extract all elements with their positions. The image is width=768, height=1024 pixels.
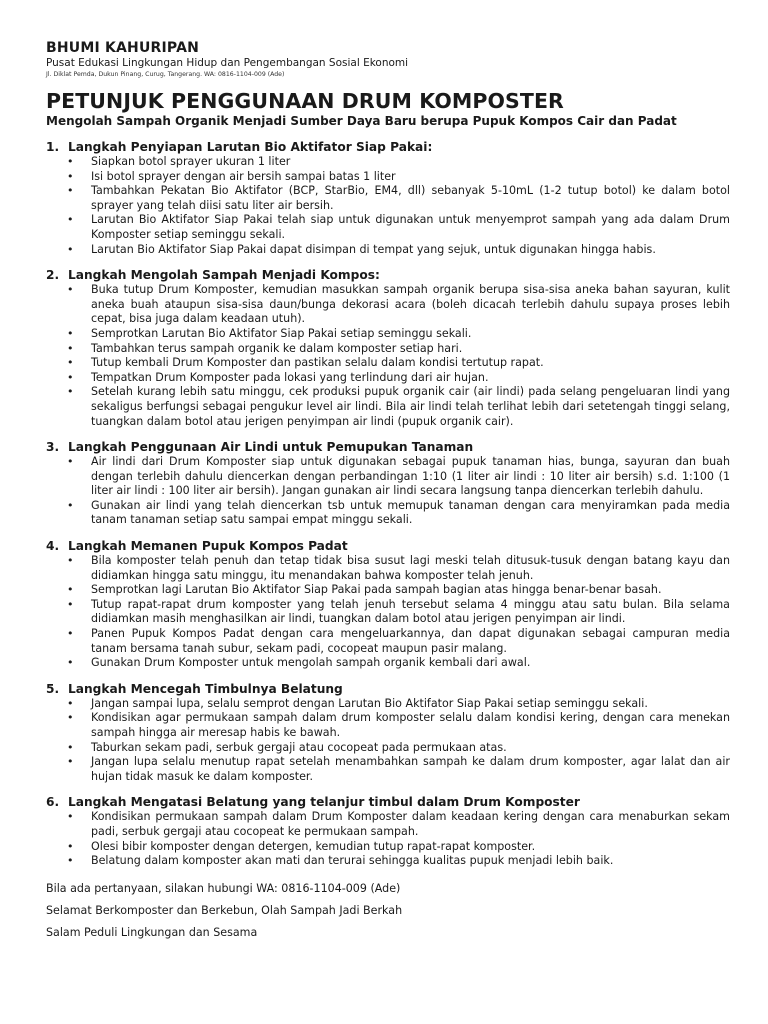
list-item bbox=[63, 554, 730, 583]
list-item-text: Tambahkan terus sampah organik ke dalam komposter setiap hari. bbox=[91, 341, 463, 355]
org-name: BHUMI KAHURIPAN bbox=[46, 40, 200, 56]
list-item-text: Bila komposter telah penuh dan tetap tidak bisa susut lagi meski telah ditusuk-tusuk dengan batang kayu dan didiamkan hingga satu minggu, itu menandakan bahwa komposter telah jenuh. bbox=[91, 554, 730, 582]
bullet-icon: • bbox=[67, 583, 74, 597]
list-item-text: Isi botol sprayer dengan air bersih sampai batas 1 liter bbox=[91, 169, 396, 183]
list-item-text: Tambahkan Pekatan Bio Aktifator (BCP, StarBio, EM4, dll) sebanyak 5-10mL (1-2 tutup botol) ke dalam botol sprayer yang telah diisi satu liter air bersih. bbox=[91, 184, 730, 212]
document-subtitle: Mengolah Sampah Organik Menjadi Sumber Daya Baru berupa Pupuk Kompos Cair dan Padat bbox=[46, 114, 677, 128]
list-item-text: Buka tutup Drum Komposter, kemudian masukkan sampah organik berupa sisa-sisa aneka bahan sayuran, kulit aneka buah ataupun sisa-sisa daun/bunga dekorasi acara (boleh dicacah terlebih dahulu supaya proses lebih cepat, bisa juga dalam keadaan utuh). bbox=[91, 283, 730, 326]
list-item bbox=[63, 155, 730, 170]
list-item bbox=[63, 499, 730, 528]
list-item-text: Gunakan air lindi yang telah diencerkan tsb untuk memupuk tanaman dengan cara menyiramkan pada media tanam tanaman setiap satu sampai empat minggu sekali. bbox=[91, 498, 730, 527]
list-item-text: Kondisikan permukaan sampah dalam Drum Komposter dalam keadaan kering dengan cara menaburkan sekam padi, serbuk gergaji atau cocopeat ke permukaan sampah. bbox=[91, 810, 730, 838]
section-heading bbox=[46, 682, 730, 697]
list-item bbox=[63, 854, 730, 869]
list-item-text: Tempatkan Drum Komposter pada lokasi yang terlindung dari air hujan. bbox=[91, 370, 489, 384]
list-item bbox=[63, 371, 730, 386]
bullet-icon: • bbox=[67, 242, 74, 256]
list-item-text: Gunakan Drum Komposter untuk mengolah sampah organik kembali dari awal. bbox=[91, 656, 531, 670]
document-title: PETUNJUK PENGGUNAAN DRUM KOMPOSTER bbox=[46, 89, 564, 113]
bullet-icon: • bbox=[67, 184, 74, 198]
instruction-sections bbox=[46, 140, 730, 869]
section-heading bbox=[46, 539, 730, 554]
list-item bbox=[63, 711, 730, 740]
section-heading-text: Langkah Mengolah Sampah Menjadi Kompos: bbox=[68, 268, 380, 283]
list-item-text: Jangan lupa selalu menutup rapat setelah menambahkan sampah ke dalam drum komposter, agar lalat dan air hujan tidak masuk ke dalam komposter. bbox=[91, 755, 730, 783]
bullet-icon: • bbox=[67, 385, 74, 399]
bullet-icon: • bbox=[67, 810, 74, 824]
bullet-list bbox=[46, 697, 730, 785]
section-number: 6. bbox=[46, 795, 60, 810]
bullet-icon: • bbox=[67, 627, 74, 641]
bullet-icon: • bbox=[67, 554, 74, 568]
list-item bbox=[63, 455, 730, 499]
bullet-icon: • bbox=[67, 213, 74, 227]
bullet-icon: • bbox=[67, 839, 74, 853]
bullet-icon: • bbox=[67, 696, 74, 710]
list-item bbox=[63, 327, 730, 342]
bullet-icon: • bbox=[67, 341, 74, 355]
list-item-text: Setelah kurang lebih satu minggu, cek produksi pupuk organik cair (air lindi) pada selang pengeluaran lindi yang sekaligus berfungsi sebagai pengukur level air lindi. Bila air lindi telah terlihat lebih dari setetengah tinggi selang, tuangkan dalam botol atau jerigen penyimpan air lindi (pupuk organik cair). bbox=[91, 385, 730, 428]
list-item bbox=[63, 810, 730, 839]
bullet-icon: • bbox=[67, 455, 74, 469]
list-item bbox=[63, 741, 730, 756]
org-address: Jl. Diklat Pemda, Dukun Pinang, Curug, Tangerang. WA: 0816-1104-009 (Ade) bbox=[46, 71, 285, 78]
list-item bbox=[63, 656, 730, 671]
section-heading bbox=[46, 140, 730, 155]
closing-block bbox=[46, 882, 730, 940]
bullet-icon: • bbox=[67, 597, 74, 611]
section-number: 1. bbox=[46, 140, 60, 154]
section-heading-text: Langkah Memanen Pupuk Kompos Padat bbox=[68, 539, 348, 554]
list-item bbox=[63, 627, 730, 656]
bullet-icon: • bbox=[67, 155, 74, 168]
contact-line: Bila ada pertanyaan, silakan hubungi WA: 0816-1104-009 (Ade) bbox=[46, 881, 401, 895]
section-number: 5. bbox=[46, 681, 60, 696]
section-heading-text: Langkah Mencegah Timbulnya Belatung bbox=[68, 681, 343, 696]
list-item bbox=[63, 583, 730, 598]
bullet-icon: • bbox=[67, 283, 74, 297]
salutation-line: Salam Peduli Lingkungan dan Sesama bbox=[46, 925, 258, 939]
list-item bbox=[63, 385, 730, 429]
list-item bbox=[63, 755, 730, 784]
list-item-text: Olesi bibir komposter dengan detergen, kemudian tutup rapat-rapat komposter. bbox=[91, 839, 536, 853]
list-item bbox=[63, 342, 730, 357]
section-5 bbox=[46, 682, 730, 785]
bullet-icon: • bbox=[67, 169, 74, 183]
org-subtitle: Pusat Edukasi Lingkungan Hidup dan Pengembangan Sosial Ekonomi bbox=[46, 57, 409, 69]
list-item-text: Kondisikan agar permukaan sampah dalam drum komposter selalu dalam kondisi kering, dengan cara menekan sampah hingga air meresap habis ke bawah. bbox=[91, 711, 730, 739]
bullet-list bbox=[46, 810, 730, 868]
list-item bbox=[63, 840, 730, 855]
section-heading-text: Langkah Penyiapan Larutan Bio Aktifator Siap Pakai: bbox=[68, 140, 433, 154]
section-heading bbox=[46, 440, 730, 455]
list-item bbox=[63, 170, 730, 185]
bullet-list bbox=[46, 554, 730, 671]
section-6 bbox=[46, 795, 730, 868]
bullet-list bbox=[46, 283, 730, 429]
section-1 bbox=[46, 140, 730, 257]
list-item bbox=[63, 697, 730, 712]
section-heading bbox=[46, 795, 730, 810]
bullet-icon: • bbox=[67, 740, 74, 754]
section-heading bbox=[46, 268, 730, 283]
list-item-text: Tutup kembali Drum Komposter dan pastikan selalu dalam kondisi tertutup rapat. bbox=[91, 356, 544, 370]
section-number: 3. bbox=[46, 440, 60, 455]
list-item bbox=[63, 243, 730, 258]
section-heading-text: Langkah Penggunaan Air Lindi untuk Pemupukan Tanaman bbox=[68, 440, 474, 455]
list-item-text: Semprotkan Larutan Bio Aktifator Siap Pakai setiap seminggu sekali. bbox=[91, 326, 472, 340]
bullet-icon: • bbox=[67, 656, 74, 670]
section-number: 4. bbox=[46, 539, 60, 554]
bullet-icon: • bbox=[67, 755, 74, 769]
list-item bbox=[63, 184, 730, 213]
list-item bbox=[63, 356, 730, 371]
bullet-icon: • bbox=[67, 498, 74, 512]
list-item-text: Jangan sampai lupa, selalu semprot dengan Larutan Bio Aktifator Siap Pakai setiap seminggu sekali. bbox=[91, 696, 648, 710]
list-item-text: Larutan Bio Aktifator Siap Pakai dapat disimpan di tempat yang sejuk, untuk digunakan hingga habis. bbox=[91, 242, 656, 256]
list-item-text: Siapkan botol sprayer ukuran 1 liter bbox=[91, 155, 291, 168]
list-item bbox=[63, 213, 730, 242]
bullet-list bbox=[46, 155, 730, 257]
bullet-icon: • bbox=[67, 356, 74, 370]
list-item-text: Panen Pupuk Kompos Padat dengan cara mengeluarkannya, dan dapat digunakan sebagai campuran media tanam bersama tanah subur, sekam padi, cocopeat maupun pasir malang. bbox=[91, 627, 730, 655]
section-heading-text: Langkah Mengatasi Belatung yang telanjur timbul dalam Drum Komposter bbox=[68, 795, 580, 810]
list-item-text: Air lindi dari Drum Komposter siap untuk digunakan sebagai pupuk tanaman hias, bunga, sayuran dan buah dengan terlebih dahulu diencerkan dengan perbandingan 1:10 (1 liter air lindi : 10 liter air bersih) s.d. 1:100 (1 liter air lindi : 100 liter air bersih). Jangan gunakan air lindi secara langsung tanpa diencerkan terlebih dahulu. bbox=[91, 455, 730, 498]
section-2 bbox=[46, 268, 730, 429]
list-item-text: Semprotkan lagi Larutan Bio Aktifator Siap Pakai pada sampah bagian atas hingga benar-benar basah. bbox=[91, 583, 662, 597]
section-4 bbox=[46, 539, 730, 671]
section-3 bbox=[46, 440, 730, 528]
list-item-text: Tutup rapat-rapat drum komposter yang telah jenuh tersebut selama 4 minggu atau satu bulan. Bila selama didiamkan masih menghasilkan air lindi, tuangkan dalam botol atau jerigen penyimpan air lindi. bbox=[91, 597, 730, 626]
greeting-line: Selamat Berkomposter dan Berkebun, Olah Sampah Jadi Berkah bbox=[46, 903, 403, 917]
bullet-icon: • bbox=[67, 711, 74, 725]
list-item-text: Larutan Bio Aktifator Siap Pakai telah siap untuk digunakan untuk menyemprot sampah yang ada dalam Drum Komposter setiap seminggu sekali. bbox=[91, 213, 730, 241]
bullet-icon: • bbox=[67, 370, 74, 384]
bullet-list bbox=[46, 455, 730, 528]
list-item-text: Belatung dalam komposter akan mati dan terurai sehingga kualitas pupuk menjadi lebih baik. bbox=[91, 854, 614, 868]
list-item bbox=[63, 283, 730, 327]
bullet-icon: • bbox=[67, 326, 74, 340]
bullet-icon: • bbox=[67, 854, 74, 868]
list-item bbox=[63, 598, 730, 627]
list-item-text: Taburkan sekam padi, serbuk gergaji atau cocopeat pada permukaan atas. bbox=[91, 740, 507, 754]
section-number: 2. bbox=[46, 268, 60, 283]
